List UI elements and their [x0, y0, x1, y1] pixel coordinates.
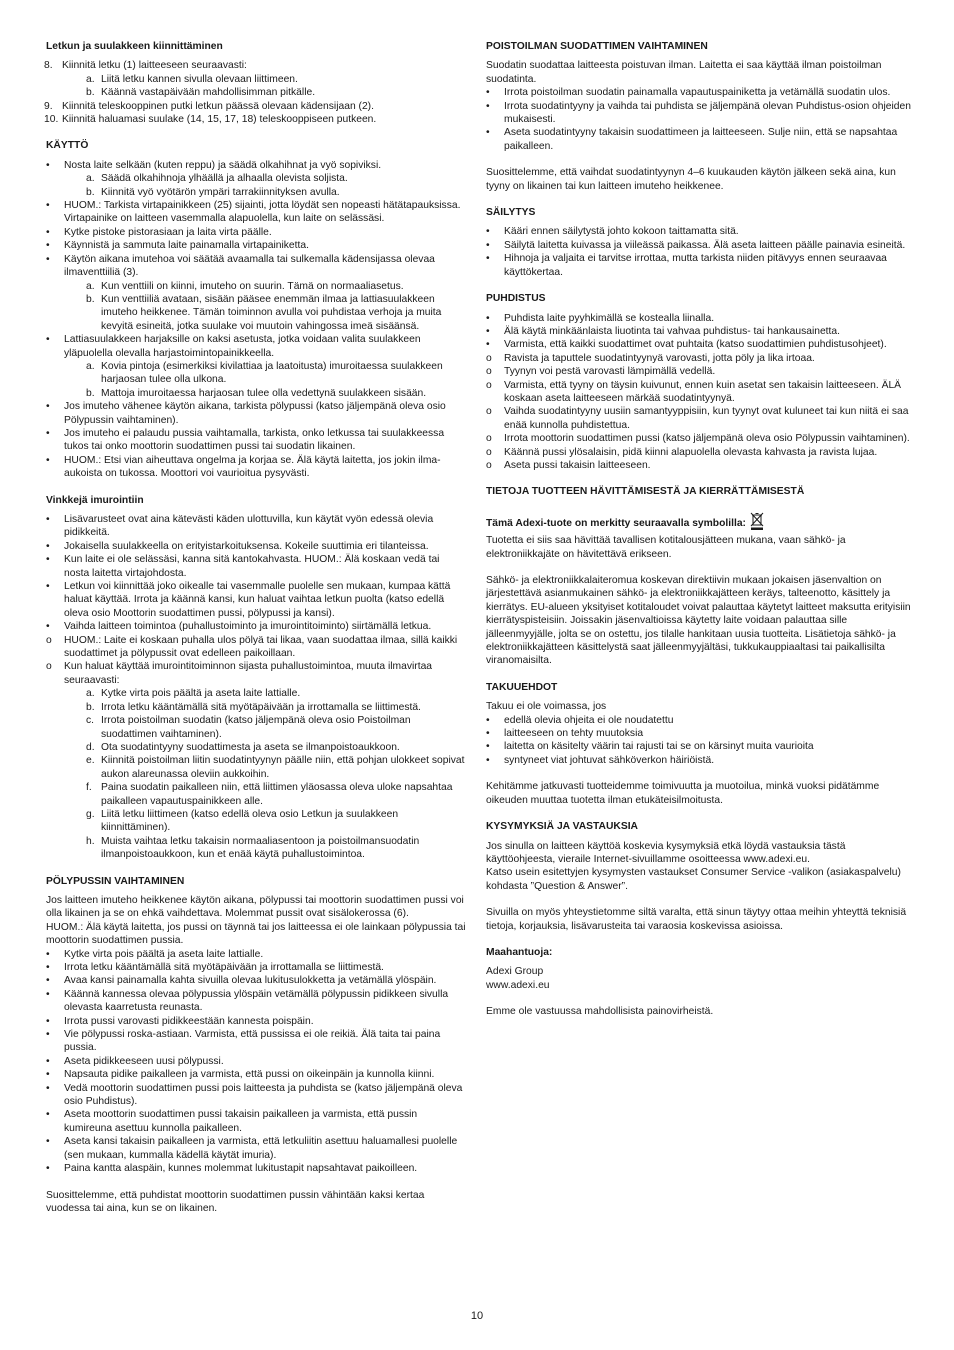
- heading-hose: Letkun ja suulakkeen kiinnittäminen: [46, 41, 223, 52]
- list-item-text: Aseta pidikkeeseen uusi pölypussi.: [64, 1055, 224, 1067]
- dustbag-outro: Suosittelemme, että puhdistat moottorin suodattimen pussin vähintään kaksi kertaa vuodessa tai aina, kun se on likainen.: [46, 1189, 425, 1214]
- heading-disposal: TIETOJA TUOTTEEN HÄVITTÄMISESTÄ JA KIERRÄTTÄMISESTÄ: [486, 486, 805, 498]
- list-marker: o: [486, 406, 492, 418]
- section-cleaning: [486, 292, 911, 472]
- sub-list-item: [46, 186, 466, 199]
- hose-steps-list: [46, 59, 466, 126]
- list-marker: •: [46, 581, 50, 593]
- list-item-text: Irrota moottorin suodattimen pussi (katso jäljempänä oleva osio Pölypussin vaihtaminen).: [504, 433, 910, 445]
- list-marker: 10.: [44, 114, 59, 126]
- list-item: [486, 325, 911, 338]
- list-marker: •: [46, 1109, 50, 1121]
- list-item: [46, 1028, 466, 1055]
- list-marker: •: [46, 514, 50, 525]
- sub-list-item-text: Kiinnitä vyö vyötärön ympäri tarrakiinnityksen avulla.: [101, 186, 340, 198]
- list-item: [486, 352, 911, 365]
- list-item-text: Kääri ennen säilytystä johto kokoon taittamatta sitä.: [504, 226, 739, 238]
- list-marker: •: [486, 87, 490, 99]
- list-item: [46, 974, 466, 987]
- list-marker: •: [486, 226, 490, 238]
- sub-list-marker: a.: [86, 73, 95, 85]
- list-item-text: Lisävarusteet ovat aina kätevästi käden ulottuvilla, kun käytät vyön edessä olevia pidikkeitä.: [64, 514, 434, 539]
- sub-list-marker: b.: [86, 186, 95, 198]
- list-item: [46, 1162, 466, 1175]
- list-item-text: Kun haluat käyttää imurointitoiminnon sijasta puhallustoimintoa, muuta ilmavirtaa seuraavasti:: [64, 661, 433, 686]
- use-list: [46, 159, 466, 481]
- tips-list: [46, 513, 466, 862]
- list-item: [486, 446, 911, 459]
- list-item: [46, 333, 466, 360]
- section-exhaust: [486, 40, 911, 193]
- sub-list-item: [46, 701, 466, 714]
- faq-p1a: Jos sinulla on laitteen käyttöä koskevia kysymyksiä etkä löydä vastauksia tästä käyttöohjeesta, vieraile Internet-sivuillamme osoitteessa www.adexi.eu.: [486, 840, 846, 865]
- sub-list-item: [46, 360, 466, 387]
- right-column: [486, 40, 911, 1032]
- list-marker: •: [46, 988, 50, 1000]
- sub-list-item-text: Irrota poistoilman suodatin (katso jäljempänä oleva osio Poistoilman suodattimen vaihtaminen).: [101, 715, 411, 740]
- list-item: [486, 432, 911, 445]
- sub-list-item-text: Paina suodatin paikalleen niin, että liittimen yläosassa oleva uloke napsahtaa paikalleen vapautuspainikkeen alle.: [101, 782, 453, 807]
- list-item-text: Letkun voi kiinnittää joko oikealle tai vasemmalle puolelle sen mukaan, kumpaa kättä haluat käyttää. Irrota ja käännä kansi, kun haluat vaihtaa letkun puolta (katso edellä oleva osio Moottorin suodattimen pussi, pölypussi ja kansi).: [64, 581, 451, 619]
- list-item-text: Nosta laite selkään (kuten reppu) ja säädä olkahihnat ja vyö sopiviksi.: [64, 159, 382, 171]
- sub-list-item: [46, 808, 466, 835]
- faq-p2: Sivuilla on myös yhteystietomme siltä varalta, että sinun täytyy ottaa meihin yhteyttä teknisiä tietoja, korjauksia, lisävarusteita tai varaosia koskevissa asioissa.: [486, 907, 907, 932]
- list-item: [46, 454, 466, 481]
- list-item: [46, 1082, 466, 1109]
- list-marker: •: [46, 159, 50, 171]
- list-marker: •: [46, 1163, 50, 1175]
- list-marker: •: [486, 239, 490, 251]
- list-item-text: Napsauta pidike paikalleen ja varmista, että pussi on oikeinpäin ja kunnolla kiinni.: [64, 1069, 435, 1081]
- sub-list-marker: f.: [86, 782, 92, 794]
- list-item: [46, 253, 466, 280]
- list-item: [46, 540, 466, 553]
- list-item-text: Irrota letku kääntämällä sitä myötäpäivään ja irrottamalla se liittimestä.: [64, 962, 384, 973]
- sub-list-item: [46, 714, 466, 741]
- dustbag-steps-list: [46, 948, 466, 1176]
- list-item: [486, 252, 911, 279]
- sub-list-marker: b.: [86, 701, 95, 713]
- list-item-text: Tyynyn voi pestä varovasti lämpimällä vedellä.: [504, 366, 716, 378]
- sub-list-item-text: Käännä vastapäivään mahdollisimman pitkälle.: [101, 87, 316, 99]
- list-item: [486, 727, 911, 740]
- sub-list-item: [46, 86, 466, 99]
- list-item-text: Vaihda suodatintyyny uusiin samantyyppisiin, kun tyynyt ovat kuluneet tai kun niitä ei saa enää kunnolla puhdistettua.: [504, 406, 909, 431]
- list-marker: o: [486, 446, 492, 458]
- list-item-text: Aseta moottorin suodattimen pussi takaisin paikalleen ja varmista, että pussin kumireuna asettuu kunnolla paikalleen.: [64, 1109, 418, 1134]
- sub-list-marker: e.: [86, 755, 95, 767]
- list-marker: •: [486, 325, 490, 337]
- sub-list-item-text: Muista vaihtaa letku takaisin normaaliasentoon ja poistoilmansuodatin ilmanpoistoaukkoon, kun et enää käytä puhallustoimintoa.: [101, 835, 420, 861]
- list-item: [46, 1068, 466, 1081]
- list-item-text: Aseta suodatintyyny takaisin suodattimeen ja laitteeseen. Sulje niin, että se napsahtaa paikalleen.: [504, 127, 898, 152]
- sub-list-item: [46, 387, 466, 400]
- heading-use: KÄYTTÖ: [46, 140, 89, 152]
- list-marker: •: [46, 334, 50, 346]
- list-marker: •: [46, 401, 50, 413]
- sub-list-marker: b.: [86, 387, 95, 399]
- list-item: [46, 961, 466, 974]
- sub-list-marker: d.: [86, 741, 95, 753]
- list-item: [486, 239, 911, 252]
- exhaust-outro: Suosittelemme, että vaihdat suodatintyynyn 4–6 kuukauden käytön jälkeen sekä aina, kun tyyny on likainen tai kun laitteen imuteho heikkenee.: [486, 167, 896, 192]
- exhaust-intro: Suodatin suodattaa laitteesta poistuvan ilman. Laitetta ei saa käyttää ilman poistoilman suodatinta.: [486, 60, 882, 85]
- sub-list-item-text: Kun venttiiliä avataan, sisään pääsee enemmän ilmaa ja lattiasuulakkeen imuteho heikkenee. Tämän toiminnon avulla voi puhdistaa verhoja ja muita kevyitä esineitä, jotka suulake voi muutoin vahingossa imeä sisäänsä.: [101, 293, 442, 332]
- list-item: [486, 754, 911, 767]
- section-storage: [486, 206, 911, 279]
- list-marker: •: [46, 454, 50, 466]
- list-item-text: Jokaisella suulakkeella on erityistarkoituksensa. Kokeile suuttimia eri tilanteissa.: [64, 540, 429, 552]
- sub-list-item: [46, 73, 466, 86]
- list-marker: •: [46, 1082, 50, 1094]
- list-marker: •: [486, 100, 490, 112]
- list-item: [46, 620, 466, 633]
- list-marker: o: [486, 459, 492, 471]
- list-marker: •: [486, 728, 490, 740]
- list-item-text: Ravista ja taputtele suodatintyynyä varovasti, jotta pöly ja lika irtoaa.: [504, 352, 815, 364]
- exhaust-steps-list: [486, 86, 911, 153]
- list-item: [486, 225, 911, 238]
- importer-name: Adexi Group: [486, 966, 544, 978]
- list-marker: •: [486, 312, 490, 324]
- list-item-text: Hihnoja ja valjaita ei tarvitse irrottaa, mutta tarkista niiden pitävyys ennen seuraavaa käyttökertaa.: [504, 253, 887, 278]
- sub-list-item-text: Liitä letku liittimeen (katso edellä oleva osio Letkun ja suulakkeen kiinnittäminen).: [101, 808, 399, 834]
- disposal-symbol-label: Tämä Adexi-tuote on merkitty seuraavalla symbolilla:: [486, 517, 746, 529]
- sub-list-marker: b.: [86, 293, 95, 305]
- sub-list-item: [46, 741, 466, 754]
- list-item-text: Puhdista laite pyyhkimällä se kostealla liinalla.: [504, 312, 715, 324]
- list-marker: •: [46, 948, 50, 960]
- list-item: [46, 1135, 466, 1162]
- list-item: [46, 1015, 466, 1028]
- list-item-text: Aseta kansi takaisin paikalleen ja varmista, että letkuliitin asettuu haluamallesi puolelle (sen mukaan, kummalla kädellä käytät imuria).: [64, 1136, 458, 1161]
- heading-storage: SÄILYTYS: [486, 207, 536, 219]
- list-item-text: Älä käytä minkäänlaista liuotinta tai vahvaa puhdistus- tai hankausainetta.: [504, 325, 840, 337]
- list-item: [46, 580, 466, 620]
- list-item: [46, 100, 466, 113]
- disposal-p1: Tuotetta ei siis saa hävittää tavallisen kotitalousjätteen mukana, vaan sähkö- ja elektroniikkajäte on hävitettävä erikseen.: [486, 535, 846, 560]
- list-item-text: syntyneet viat johtuvat sähköverkon häiriöistä.: [504, 754, 715, 766]
- list-item: [46, 660, 466, 687]
- cleaning-list: [486, 312, 911, 473]
- list-item: [486, 459, 911, 472]
- list-item: [486, 86, 911, 99]
- section-importer: [486, 946, 911, 1019]
- list-marker: •: [46, 200, 50, 212]
- list-item: [46, 1055, 466, 1068]
- list-item: [46, 553, 466, 580]
- sub-list-marker: a.: [86, 688, 95, 700]
- warranty-list: [486, 714, 911, 768]
- list-item-text: Kiinnitä teleskooppinen putki letkun päässä olevaan kädensijaan (2).: [62, 100, 374, 112]
- heading-faq: KYSYMYKSIÄ JA VASTAUKSIA: [486, 821, 638, 833]
- list-item-text: HUOM.: Laite ei koskaan puhalla ulos pölyä tai likaa, vaan suodattaa ilmaa, sillä kaikki suodattimet ja pölypussit ovat edelleen paikoillaan.: [64, 634, 458, 660]
- heading-tips: Vinkkejä imurointiin: [46, 494, 144, 506]
- section-dustbag: [46, 875, 466, 1216]
- heading-exhaust: POISTOILMAN SUODATTIMEN VAIHTAMINEN: [486, 41, 708, 52]
- importer-web: www.adexi.eu: [486, 979, 550, 991]
- list-item-text: edellä olevia ohjeita ei ole noudatettu: [504, 714, 674, 726]
- list-item: [46, 226, 466, 239]
- list-item-text: Kytke virta pois päältä ja aseta laite lattialle.: [64, 948, 264, 960]
- list-marker: o: [46, 634, 52, 646]
- section-use: [46, 139, 466, 480]
- section-tips: [46, 494, 466, 862]
- list-marker: 8.: [44, 60, 53, 72]
- list-marker: o: [486, 366, 492, 378]
- list-item: [486, 338, 911, 351]
- list-marker: 9.: [44, 100, 53, 112]
- heading-importer: Maahantuoja:: [486, 946, 553, 958]
- list-marker: •: [46, 975, 50, 987]
- sub-list-marker: a.: [86, 280, 95, 292]
- sub-list-item: [46, 754, 466, 781]
- list-marker: •: [46, 1069, 50, 1081]
- list-item-text: Käytön aikana imutehoa voi säätää avaamalla tai sulkemalla kädensijassa olevaa ilmaventtiiliä (3).: [64, 253, 435, 279]
- list-item: [46, 948, 466, 961]
- list-item: [486, 126, 911, 153]
- list-marker: •: [486, 127, 490, 139]
- list-marker: •: [486, 754, 490, 766]
- list-item-text: Irrota suodatintyyny ja vaihda tai puhdista se jäljempänä olevan Puhdistus-osion ohjeiden mukaisesti.: [504, 100, 911, 126]
- list-item: [486, 312, 911, 325]
- storage-list: [486, 225, 911, 279]
- sub-list-item-text: Kytke virta pois päältä ja aseta laite lattialle.: [101, 688, 301, 700]
- list-item-text: laitetta on käsitelty väärin tai rajusti tai se on kärsinyt muita vaurioita: [504, 741, 814, 753]
- list-item-text: Käännä pussi ylösalaisin, pidä kiinni alapuolella olevasta kahvasta ja ravista lujaa.: [504, 446, 878, 458]
- list-marker: •: [486, 339, 490, 351]
- list-item-text: Vie pölypussi roska-astiaan. Varmista, että pussissa ei ole reikiä. Älä taita tai paina pussia.: [64, 1029, 441, 1054]
- list-item: [486, 714, 911, 727]
- section-hose: [46, 40, 466, 126]
- list-marker: o: [46, 661, 52, 673]
- sub-list-item-text: Ota suodatintyyny suodattimesta ja aseta se ilmanpoistoaukkoon.: [101, 741, 400, 753]
- list-marker: •: [486, 253, 490, 265]
- list-item: [46, 988, 466, 1015]
- heading-dustbag: PÖLYPUSSIN VAIHTAMINEN: [46, 875, 185, 887]
- sub-list-marker: a.: [86, 173, 95, 185]
- list-marker: •: [46, 1015, 50, 1027]
- warranty-intro: Takuu ei ole voimassa, jos: [486, 701, 607, 713]
- sub-list-item-text: Kovia pintoja (esimerkiksi kivilattiaa ja laatoitusta) imuroitaessa suulakkeen harjaosan tulee olla ulkona.: [101, 360, 443, 386]
- list-item-text: Jos imuteho vähenee käytön aikana, tarkista pölypussi (katso jäljempänä oleva osio Pölypussin vaihtaminen).: [64, 401, 446, 426]
- list-item-text: Varmista, että kaikki suodattimet ovat puhtaita (katso suodattimien puhdistusohjeet).: [504, 339, 887, 351]
- list-item-text: Vedä moottorin suodattimen pussi pois laitteesta ja puhdista se (katso jäljempänä oleva osio Puhdistus).: [64, 1082, 463, 1108]
- list-marker: o: [486, 379, 492, 391]
- list-marker: •: [46, 253, 50, 265]
- sub-list-item: [46, 280, 466, 293]
- list-item-text: Käynnistä ja sammuta laite painamalla virtapainiketta.: [64, 240, 309, 252]
- list-marker: •: [486, 714, 490, 726]
- list-marker: •: [46, 226, 50, 238]
- list-item: [486, 365, 911, 378]
- sub-list-marker: b.: [86, 87, 95, 99]
- sub-list-item-text: Irrota letku kääntämällä sitä myötäpäivään ja irrottamalla se liittimestä.: [101, 701, 421, 713]
- sub-list-marker: h.: [86, 835, 95, 847]
- list-item: [486, 740, 911, 753]
- list-item-text: Aseta pussi takaisin laitteeseen.: [504, 459, 651, 471]
- heading-warranty: TAKUUEHDOT: [486, 681, 558, 693]
- list-item-text: Kytke pistoke pistorasiaan ja laita virta päälle.: [64, 226, 272, 238]
- sub-list-item: [46, 781, 466, 808]
- list-item-text: HUOM.: Tarkista virtapainikkeen (25) sijainti, jotta löydät sen nopeasti hätätapauksissa. Virtapainike on laitteen vasemmalla alapuolella, kun laite on selässäsi.: [64, 200, 461, 225]
- list-item-text: Kiinnitä haluamasi suulake (14, 15, 17, 18) teleskooppiseen putkeen.: [62, 114, 377, 126]
- list-marker: •: [46, 1029, 50, 1041]
- list-item-text: Varmista, että tyyny on täysin kuivunut, ennen kuin asetat sen takaisin laitteeseen. ÄLÄ koskaan aseta laitteeseen märkää suodatintyynyä.: [504, 379, 902, 404]
- list-item: [486, 100, 911, 127]
- sub-list-marker: c.: [86, 715, 95, 727]
- list-marker: •: [46, 962, 50, 973]
- sub-list-item-text: Mattoja imuroitaessa harjaosan tulee olla vedettynä suulakkeen sisään.: [101, 387, 427, 399]
- faq-p1b: Katso usein esitettyjen kysymysten vastaukset Consumer Service -valikon (asiakaspalvelu) kohdasta ”Question & Answer”.: [486, 867, 901, 892]
- list-item-text: HUOM.: Etsi vian aiheuttava ongelma ja korjaa se. Älä käytä laitetta, jos jokin ilma-aukoista on tukossa. Moottori voi vaurioitua pysyvästi.: [64, 454, 441, 480]
- list-item: [46, 159, 466, 172]
- list-marker: •: [46, 240, 50, 252]
- disposal-symbol-line: [486, 512, 911, 534]
- list-item: [46, 239, 466, 252]
- list-item: [486, 405, 911, 432]
- heading-cleaning: PUHDISTUS: [486, 293, 546, 305]
- disposal-p2: Sähkö- ja elektroniikkalaiteromua koskevan direktiivin mukaan jokaisen jäsenvaltion on järjestettävä asianmukainen sähkö- ja elektroniikkajätteen keräys, talteenotto, käsittely ja kierrätys. EU-alueen yksityiset kotitaloudet voivat palauttaa käytetyt laitteet maksutta erityisiin kierrätyspisteisiin. Joissakin jäsenvaltioissa käytetty laite voidaan palauttaa sille jälleenmyyjälle, jolta se on ostettu, jos tilalle hankitaan uusia tuotteita. Lisätietoja sähkö- ja elektroniikkajätteen käsittelystä saat jälleenmyyjältäsi, tukkukauppiaaltasi tai paikallisilta viranomaisilta.: [486, 575, 911, 667]
- sub-list-item: [46, 835, 466, 862]
- sub-list-item: [46, 293, 466, 333]
- list-item: [46, 634, 466, 661]
- list-item: [46, 199, 466, 226]
- sub-list-marker: g.: [86, 808, 95, 820]
- sub-list-item-text: Kiinnitä poistoilman liitin suodatintyynyn päälle niin, että pohjan ulokkeet sopivat aukon alareunassa oleviin aukkoihin.: [101, 755, 465, 780]
- section-faq: [486, 820, 911, 933]
- list-item-text: Avaa kansi painamalla kahta sivuilla olevaa lukitusulokketta ja vetämällä ylöspäin.: [64, 975, 437, 987]
- list-item-text: Kiinnitä letku (1) laitteeseen seuraavasti:: [62, 60, 247, 72]
- list-item-text: Jos imuteho ei palaudu pussia vaihtamalla, tarkista, onko letkussa tai suulakkeessa tukos tai onko moottorin suodattimen pussi tai suodatin likainen.: [64, 427, 445, 453]
- list-marker: •: [46, 540, 50, 552]
- list-item: [46, 427, 466, 454]
- list-marker: •: [486, 741, 490, 753]
- list-item-text: Paina kantta alaspäin, kunnes molemmat lukitustapit napsahtavat paikoilleen.: [64, 1163, 418, 1175]
- list-item-text: Irrota pussi varovasti pidikkeestään kannesta poispäin.: [64, 1015, 314, 1027]
- list-marker: •: [46, 554, 50, 566]
- crossed-out-wheelie-bin-icon: [750, 512, 764, 534]
- section-disposal: [486, 485, 911, 667]
- list-item: [46, 59, 466, 72]
- sub-list-item-text: Liitä letku kannen sivulla olevaan liittimeen.: [101, 73, 298, 85]
- list-marker: o: [486, 352, 492, 364]
- list-item-text: Irrota poistoilman suodatin painamalla vapautuspainiketta ja vetämällä suodatin ulos.: [504, 87, 891, 99]
- importer-disclaimer: Emme ole vastuussa mahdollisista painovirheistä.: [486, 1006, 714, 1018]
- section-warranty: [486, 681, 911, 807]
- list-item: [46, 1108, 466, 1135]
- list-item: [46, 400, 466, 427]
- sub-list-marker: a.: [86, 360, 95, 372]
- dustbag-intro: Jos laitteen imuteho heikkenee käytön aikana, pölypussi tai moottorin suodattimen pussi voi olla likainen ja se on ehkä vaihdettava. Molemmat pussit ovat sisälokerossa (6).: [46, 894, 464, 920]
- list-marker: •: [46, 1055, 50, 1067]
- list-item: [46, 513, 466, 540]
- dustbag-note: HUOM.: Älä käytä laitetta, jos pussi on täynnä tai jos laitteessa ei ole lainkaan pölypussia tai moottorin suodattimen pussia.: [46, 921, 466, 947]
- sub-list-item: [46, 687, 466, 700]
- sub-list-item-text: Säädä olkahihnoja ylhäällä ja alhaalla olevista soljista.: [101, 173, 348, 185]
- list-item-text: Säilytä laitetta kuivassa ja viileässä paikassa. Älä aseta laitteen päälle painavia esineitä.: [504, 239, 906, 251]
- list-item: [46, 113, 466, 126]
- left-column: [46, 40, 466, 1228]
- list-marker: •: [46, 1136, 50, 1148]
- sub-list-item: [46, 172, 466, 185]
- page-number: 10: [470, 1310, 484, 1322]
- warranty-outro: Kehitämme jatkuvasti tuotteidemme toimivuutta ja muotoilua, minkä vuoksi pidätämme oikeuden muuttaa tuotetta ilman etukäteisilmoitusta.: [486, 781, 880, 806]
- list-item-text: Lattiasuulakkeen harjaksille on kaksi asetusta, jotka voidaan valita suulakkeen yläpuolella olevalla harjastoimintopainikkeella.: [64, 334, 421, 359]
- sub-list-item-text: Kun venttiili on kiinni, imuteho on suurin. Tämä on normaaliasetus.: [101, 280, 404, 292]
- list-marker: o: [486, 433, 492, 445]
- list-item: [486, 379, 911, 406]
- list-item-text: Vaihda laitteen toimintoa (puhallustoiminto ja imurointitoiminto) siirtämällä letkua.: [64, 621, 432, 633]
- list-item-text: laitteeseen on tehty muutoksia: [504, 728, 644, 740]
- list-marker: •: [46, 427, 50, 439]
- list-item-text: Kun laite ei ole selässäsi, kanna sitä kantokahvasta. HUOM.: Älä koskaan vedä tai nosta laitetta virtajohdosta.: [64, 554, 440, 579]
- list-marker: •: [46, 621, 50, 633]
- list-item-text: Käännä kannessa olevaa pölypussia ylöspäin vetämällä pölypussin pidikkeen sivulla olevasta kaarretusta reunasta.: [64, 988, 449, 1014]
